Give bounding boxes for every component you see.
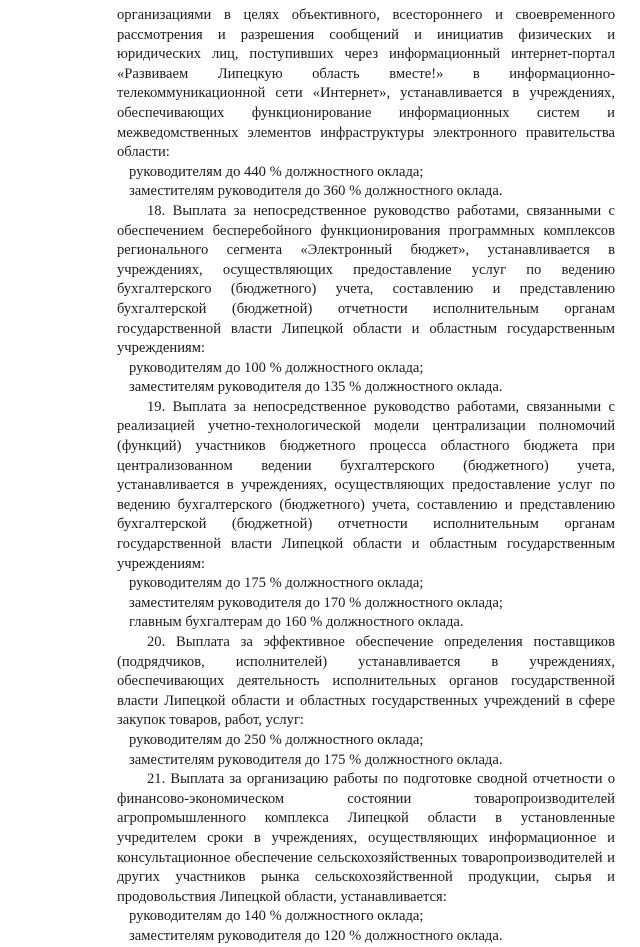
list-item: заместителям руководителя до 170 % должностного оклада; [129, 594, 503, 611]
list-item: руководителям до 250 % должностного оклада; [129, 731, 424, 748]
paragraph-20: 20. Выплата за эффективное обеспечение определения поставщиков (подрядчиков, исполнителей) устанавливается в учреждениях, обеспечивающих деятельность исполнительных органов государственной власти Липецкой области и областных государственных учреждений в сфере закупок товаров, работ, услуг: [117, 634, 615, 729]
paragraph-19: 19. Выплата за непосредственное руководство работами, связанными с реализацией учетно-технологической модели централизации полномочий (функций) участников бюджетного процесса областного бюджета при централизованном ведении бухгалтерского (бюджетного) учета, устанавливается в учреждениях, осуществляющих предоставление услуг по ведению бухгалтерского (бюджетного) учета, составлению и представлению бухгалтерской (бюджетной) отчетности исполнительным органам государственной власти Липецкой области и областным государственным учреждениям: [117, 398, 615, 572]
document-page [117, 6, 615, 947]
list-item: заместителям руководителя до 175 % должностного оклада. [129, 751, 503, 768]
list-item: руководителям до 440 % должностного оклада; [129, 163, 424, 180]
paragraph-18: 18. Выплата за непосредственное руководство работами, связанными с обеспечением бесперебойного функционирования программных комплексов регионального сегмента «Электронный бюджет», устанавливается в учреждениях, осуществляющих предоставление услуг по ведению бухгалтерского (бюджетного) учета, составлению и представлению бухгалтерской (бюджетной) отчетности исполнительным органам государственной власти Липецкой области и областным государственным учреждениям: [117, 202, 615, 357]
list-item: заместителям руководителя до 360 % должностного оклада. [129, 183, 503, 200]
list-item: заместителям руководителя до 120 % должностного оклада. [129, 927, 503, 944]
list-item: руководителям до 175 % должностного оклада; [129, 575, 424, 592]
list-item: заместителям руководителя до 135 % должностного оклада. [129, 379, 503, 396]
paragraph-intro: организациями в целях объективного, всестороннего и своевременного рассмотрения и разрешения сообщений и инициатив физических и юридических лиц, поступивших через информационный интернет-портал «Развиваем Липецкую область вместе!» в информационно-телекоммуникационной сети «Интернет», устанавливается в учреждениях, обеспечивающих функционирование информационных систем и межведомственных элементов инфраструктуры электронного правительства области: [117, 7, 615, 161]
list-item: руководителям до 140 % должностного оклада; [129, 908, 424, 925]
paragraph-21: 21. Выплата за организацию работы по подготовке сводной отчетности о финансово-экономическом состоянии товаропроизводителей агропромышленного комплекса Липецкой области в установленные учредителем сроки в учреждениях, осуществляющих информационное и консультационное обеспечение сельскохозяйственных товаропроизводителей и других участников рынка сельскохозяйственной продукции, сырья и продовольствия Липецкой области, устанавливается: [117, 771, 615, 905]
list-item: руководителям до 100 % должностного оклада; [129, 359, 424, 376]
list-item: главным бухгалтерам до 160 % должностного оклада. [129, 614, 464, 631]
